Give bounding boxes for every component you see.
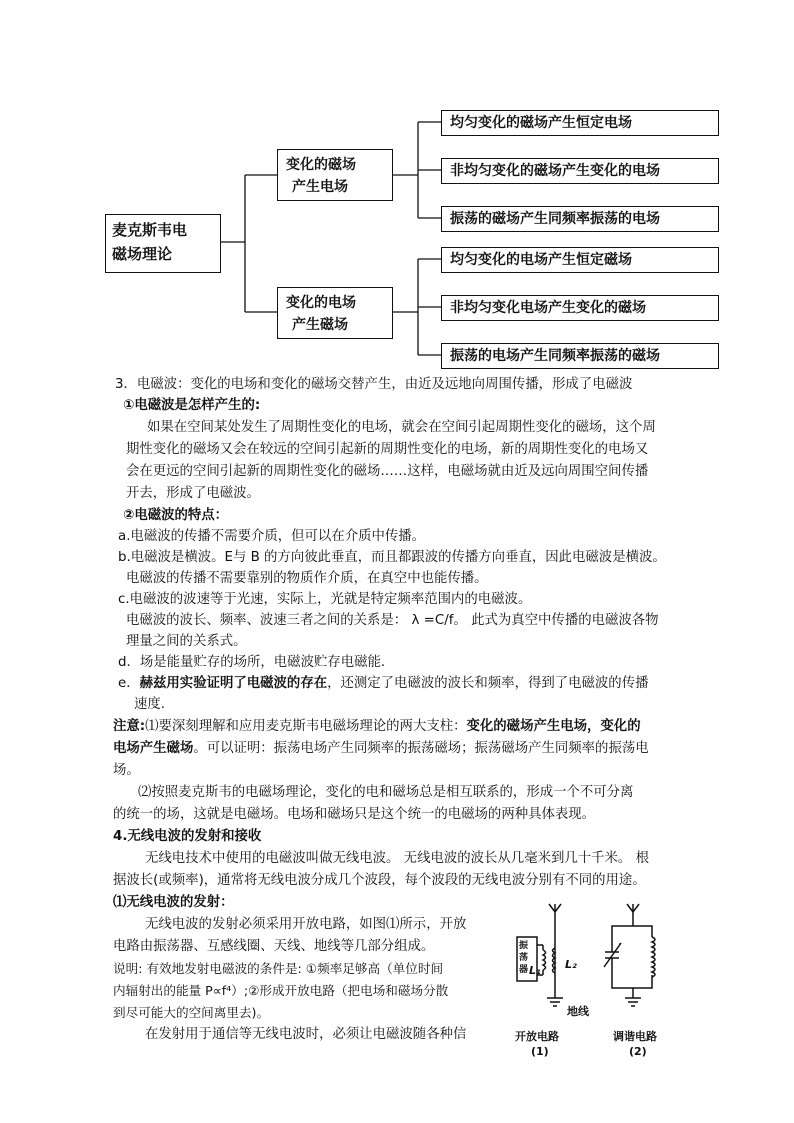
paragraph-line: 在发射用于通信等无线电波时，必须让电磁波随各种信 — [145, 1027, 467, 1042]
note-1: 注意:⑴要深刻理解和应用麦克斯韦电磁场理论的两大支柱：变化的磁场产生电场，变化的 — [113, 719, 641, 734]
section-3-intro: 3．电磁波：变化的电场和变化的磁场交替产生，由近及远地向周围传播，形成了电磁波 — [115, 377, 633, 392]
note-1-cont: 电场产生磁场。可以证明：振荡电场产生同频率的振荡磁场；振荡磁场产生同频率的振荡电 — [113, 741, 649, 756]
mindmap-branch-electric: 变化的电场 产生磁场 — [277, 287, 393, 339]
feature-c: c.电磁波的波速等于光速，实际上，光就是特定频率范围内的电磁波。 — [118, 592, 532, 607]
mindmap-connectors — [0, 0, 794, 380]
mindmap-leaf-b1-3: 振荡的磁场产生同频率振荡的电场 — [441, 206, 719, 232]
paragraph-line: 内辐射出的能量 P∝f⁴）;②形成开放电路（把电场和磁场分散 — [113, 983, 449, 998]
caption-number-2: (2) — [629, 1045, 647, 1058]
feature-c-cont: 理量之间的关系式。 — [126, 634, 247, 649]
root-line-2: 磁场理论 — [112, 245, 173, 263]
feature-a: a.电磁波的传播不需要介质，但可以在介质中传播。 — [118, 529, 426, 544]
heading-section-4: 4.无线电波的发射和接收 — [113, 829, 262, 844]
feature-e-cont: 速度. — [134, 697, 166, 712]
mindmap-leaf-b1-1: 均匀变化的磁场产生恒定电场 — [441, 110, 719, 136]
paragraph-line: 会在更远的空间引起新的周期性变化的磁场……这样，电磁场就由近及远向周围空间传播 — [126, 464, 649, 479]
note-label: 注意: — [113, 719, 146, 734]
oscillator-label: 振 荡 器 — [519, 941, 529, 975]
paragraph-line: 说明: 有效地发射电磁波的条件是: ①频率足够高（单位时间 — [113, 961, 444, 976]
paragraph-line: 到尽可能大的空间离里去)。 — [113, 1005, 270, 1020]
feature-b-cont: 电磁波的传播不需要靠别的物质作介质，在真空中也能传播。 — [126, 571, 488, 586]
mindmap-leaf-b1-2: 非均匀变化的磁场产生变化的电场 — [441, 158, 719, 184]
feature-c-relation: 电磁波的波长、频率、波速三者之间的关系是： λ =C/f。 此式为真空中传播的电磁波各物 — [126, 613, 659, 628]
paragraph-line: 如果在空间某处发生了周期性变化的电场，就会在空间引起周期性变化的磁场，这个周 — [147, 420, 656, 435]
inductor-l2-label: L₂ — [565, 958, 577, 971]
note-1-end: 场。 — [113, 763, 140, 778]
feature-b: b.电磁波是横波。E与 B 的方向彼此垂直，而且都跟波的传播方向垂直，因此电磁波是横波。 — [118, 550, 666, 565]
feature-d: d．场是能量贮存的场所，电磁波贮存电磁能. — [118, 655, 386, 670]
mindmap-leaf-b2-3: 振荡的电场产生同频率振荡的磁场 — [441, 343, 719, 369]
mindmap-leaf-b2-1: 均匀变化的电场产生恒定磁场 — [441, 247, 719, 273]
paragraph-line: 据波长(或频率)，通常将无线电波分成几个波段，每个波段的无线电波分别有不同的用途。 — [113, 873, 646, 888]
paragraph-line: 无线电技术中使用的电磁波叫做无线电波。 无线电波的波长从几毫米到几十千米。 根 — [145, 851, 649, 866]
paragraph-line: 无线电波的发射必须采用开放电路，如图⑴所示，开放 — [145, 917, 467, 932]
heading-emission: ⑴无线电波的发射： — [113, 895, 234, 910]
feature-e: e．赫兹用实验证明了电磁波的存在，还测定了电磁波的波长和频率，得到了电磁波的传播 — [118, 676, 649, 691]
mindmap-leaf-b2-2: 非均匀变化电场产生变化的磁场 — [441, 295, 719, 321]
caption-tuning-circuit: 调谐电路 — [613, 1030, 657, 1043]
note-2: ⑵按照麦克斯韦的电磁场理论，变化的电和磁场总是相互联系的，形成一个不可分离 — [138, 785, 634, 800]
caption-number-1: (1) — [531, 1045, 549, 1058]
hertz-highlight: 赫兹用实验证明了电磁波的存在 — [139, 676, 328, 691]
mindmap-branch-magnetic: 变化的磁场 产生电场 — [277, 149, 393, 201]
heading-wave-features: ②电磁波的特点： — [123, 508, 229, 523]
inductor-l1-label: L₁ — [529, 964, 541, 977]
ground-label: 地线 — [567, 1005, 589, 1018]
paragraph-line: 期性变化的磁场又会在较远的空间引起新的周期性变化的电场，新的周期性变化的电场又 — [126, 442, 649, 457]
note-2-cont: 的统一的场，这就是电磁场。电场和磁场只是这个统一的电磁场的两种具体表现。 — [113, 807, 596, 822]
caption-open-circuit: 开放电路 — [515, 1030, 559, 1043]
mindmap-root — [105, 214, 221, 273]
paragraph-line: 电路由振荡器、互感线圈、天线、地线等几部分组成。 — [113, 939, 435, 954]
root-line-1: 麦克斯韦电 — [112, 221, 188, 239]
paragraph-line: 开去，形成了电磁波。 — [126, 486, 260, 501]
heading-wave-generation: ①电磁波是怎样产生的: — [123, 398, 261, 413]
